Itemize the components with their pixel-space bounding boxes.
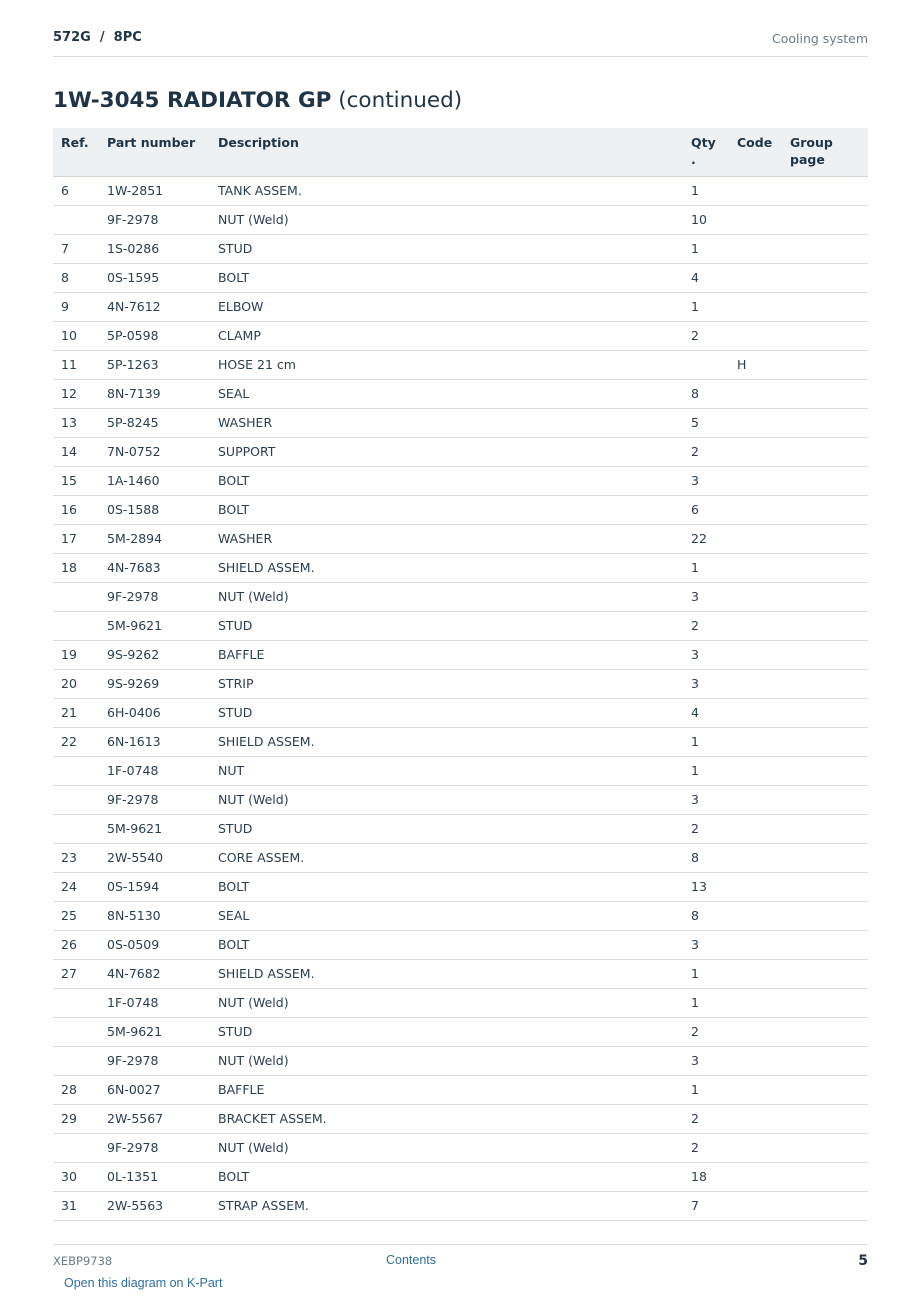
table-row [53,902,868,931]
row-description: SEAL [210,902,683,931]
table-row [53,1105,868,1134]
row-qty: 3 [683,1047,729,1076]
table-row [53,1163,868,1192]
row-part-number: 0L-1351 [99,1163,210,1192]
row-description: NUT (Weld) [210,989,683,1018]
row-ref: 11 [53,351,99,380]
row-part-number: 2W-5567 [99,1105,210,1134]
row-qty: 1 [683,554,729,583]
row-ref [53,989,99,1018]
row-group-page [782,1018,868,1047]
row-description: NUT (Weld) [210,1047,683,1076]
row-ref: 18 [53,554,99,583]
row-part-number: 8N-7139 [99,380,210,409]
row-group-page [782,902,868,931]
row-code [729,931,782,960]
row-ref [53,786,99,815]
row-code [729,264,782,293]
column-header-qty: Qty . [683,128,729,177]
row-ref: 17 [53,525,99,554]
row-part-number: 9S-9269 [99,670,210,699]
row-ref: 13 [53,409,99,438]
row-qty: 2 [683,1134,729,1163]
row-part-number: 5M-2894 [99,525,210,554]
row-code [729,177,782,206]
row-group-page [782,438,868,467]
row-description: BOLT [210,467,683,496]
row-description: CORE ASSEM. [210,844,683,873]
row-group-page [782,699,868,728]
row-description: BAFFLE [210,1076,683,1105]
row-qty: 2 [683,612,729,641]
row-qty: 8 [683,380,729,409]
row-group-page [782,1076,868,1105]
row-qty: 3 [683,467,729,496]
row-code: H [729,351,782,380]
row-ref: 16 [53,496,99,525]
table-row [53,177,868,206]
table-row [53,380,868,409]
row-part-number: 4N-7612 [99,293,210,322]
row-code [729,757,782,786]
row-part-number: 5P-8245 [99,409,210,438]
table-row [53,351,868,380]
row-part-number: 1F-0748 [99,757,210,786]
row-description: STUD [210,235,683,264]
row-code [729,525,782,554]
row-qty: 1 [683,235,729,264]
row-qty: 1 [683,960,729,989]
row-group-page [782,177,868,206]
section-name: Cooling system [772,31,868,46]
row-code [729,583,782,612]
row-part-number: 9F-2978 [99,206,210,235]
table-row [53,1018,868,1047]
table-row [53,206,868,235]
row-code [729,641,782,670]
row-qty: 8 [683,844,729,873]
row-ref: 27 [53,960,99,989]
row-group-page [782,1163,868,1192]
machine-model: 572G / 8PC [53,30,142,45]
row-group-page [782,1134,868,1163]
row-part-number: 0S-1588 [99,496,210,525]
row-group-page [782,496,868,525]
row-part-number: 0S-0509 [99,931,210,960]
table-row [53,960,868,989]
row-ref: 14 [53,438,99,467]
row-group-page [782,380,868,409]
row-group-page [782,351,868,380]
row-ref: 20 [53,670,99,699]
row-description: SEAL [210,380,683,409]
row-part-number: 0S-1595 [99,264,210,293]
row-description: ELBOW [210,293,683,322]
table-row [53,438,868,467]
row-qty: 1 [683,728,729,757]
row-code [729,1047,782,1076]
row-part-number: 1S-0286 [99,235,210,264]
table-row [53,583,868,612]
row-ref: 8 [53,264,99,293]
row-ref: 23 [53,844,99,873]
row-qty: 2 [683,1018,729,1047]
title-main: 1W-3045 RADIATOR GP [53,88,332,113]
row-code [729,989,782,1018]
row-code [729,873,782,902]
row-code [729,699,782,728]
row-code [729,612,782,641]
row-qty: 2 [683,322,729,351]
column-header-description: Description [210,128,683,177]
row-code [729,1134,782,1163]
row-qty: 6 [683,496,729,525]
row-group-page [782,1105,868,1134]
table-row [53,786,868,815]
row-group-page [782,612,868,641]
row-part-number: 9F-2978 [99,583,210,612]
table-row [53,264,868,293]
row-description: NUT (Weld) [210,786,683,815]
table-row [53,757,868,786]
row-description: STUD [210,1018,683,1047]
row-qty: 22 [683,525,729,554]
row-description: SHIELD ASSEM. [210,960,683,989]
row-group-page [782,670,868,699]
page-header [53,28,868,57]
row-qty: 5 [683,409,729,438]
row-description: BAFFLE [210,641,683,670]
row-qty: 1 [683,177,729,206]
row-qty: 2 [683,438,729,467]
table-row [53,815,868,844]
row-part-number: 4N-7682 [99,960,210,989]
row-part-number: 1W-2851 [99,177,210,206]
row-group-page [782,960,868,989]
table-row [53,496,868,525]
row-description: CLAMP [210,322,683,351]
table-row [53,467,868,496]
row-qty: 10 [683,206,729,235]
parts-table-body [53,177,868,1221]
row-code [729,467,782,496]
contents-link[interactable]: Contents [386,1253,437,1267]
row-qty: 2 [683,815,729,844]
row-part-number: 6N-0027 [99,1076,210,1105]
row-part-number: 0S-1594 [99,873,210,902]
row-part-number: 1F-0748 [99,989,210,1018]
row-group-page [782,989,868,1018]
row-code [729,1192,782,1221]
row-group-page [782,1192,868,1221]
row-group-page [782,409,868,438]
row-description: SHIELD ASSEM. [210,554,683,583]
row-code [729,322,782,351]
row-part-number: 5M-9621 [99,815,210,844]
row-part-number: 7N-0752 [99,438,210,467]
row-ref: 22 [53,728,99,757]
row-ref: 26 [53,931,99,960]
row-group-page [782,815,868,844]
row-ref [53,206,99,235]
row-description: BRACKET ASSEM. [210,1105,683,1134]
table-row [53,728,868,757]
row-group-page [782,873,868,902]
row-ref [53,583,99,612]
row-description: STUD [210,612,683,641]
row-part-number: 2W-5540 [99,844,210,873]
row-qty: 8 [683,902,729,931]
row-qty: 1 [683,989,729,1018]
row-group-page [782,322,868,351]
table-row [53,409,868,438]
table-row [53,1047,868,1076]
row-group-page [782,554,868,583]
row-ref [53,815,99,844]
row-ref: 29 [53,1105,99,1134]
row-qty: 2 [683,1105,729,1134]
row-ref: 15 [53,467,99,496]
row-ref: 12 [53,380,99,409]
row-code [729,380,782,409]
row-group-page [782,844,868,873]
row-description: BOLT [210,931,683,960]
row-ref [53,1047,99,1076]
table-row [53,844,868,873]
row-part-number: 5M-9621 [99,1018,210,1047]
row-description: BOLT [210,496,683,525]
table-row [53,293,868,322]
table-row [53,1192,868,1221]
table-row [53,699,868,728]
row-ref: 19 [53,641,99,670]
row-ref [53,1018,99,1047]
table-row [53,1076,868,1105]
row-code [729,409,782,438]
row-qty: 7 [683,1192,729,1221]
row-qty: 1 [683,293,729,322]
column-header-code: Code [729,128,782,177]
document-id: XEBP9738 [53,1254,113,1268]
title-suffix: (continued) [338,88,463,113]
row-part-number: 5P-1263 [99,351,210,380]
row-code [729,1105,782,1134]
row-group-page [782,931,868,960]
row-code [729,960,782,989]
row-part-number: 9S-9262 [99,641,210,670]
table-row [53,641,868,670]
row-qty: 3 [683,786,729,815]
row-part-number: 9F-2978 [99,1134,210,1163]
row-code [729,235,782,264]
row-ref: 6 [53,177,99,206]
row-part-number: 8N-5130 [99,902,210,931]
row-code [729,902,782,931]
page-title [53,88,462,113]
row-ref [53,1134,99,1163]
row-ref: 24 [53,873,99,902]
row-group-page [782,235,868,264]
row-qty: 3 [683,641,729,670]
row-qty [683,351,729,380]
row-group-page [782,293,868,322]
row-part-number: 2W-5563 [99,1192,210,1221]
row-ref [53,757,99,786]
row-part-number: 5P-0598 [99,322,210,351]
column-header-ref: Ref. [53,128,99,177]
column-header-part-number: Part number [99,128,210,177]
row-code [729,1163,782,1192]
table-row [53,931,868,960]
row-group-page [782,206,868,235]
row-group-page [782,467,868,496]
table-row [53,235,868,264]
row-qty: 13 [683,873,729,902]
row-qty: 4 [683,699,729,728]
row-description: SUPPORT [210,438,683,467]
row-part-number: 9F-2978 [99,786,210,815]
row-code [729,206,782,235]
row-ref: 9 [53,293,99,322]
row-group-page [782,757,868,786]
row-code [729,786,782,815]
parts-table [53,128,868,1221]
row-description: HOSE 21 cm [210,351,683,380]
row-description: NUT (Weld) [210,1134,683,1163]
kpart-diagram-link[interactable]: Open this diagram on K-Part [64,1276,223,1290]
page-number: 5 [858,1253,868,1269]
row-group-page [782,583,868,612]
row-qty: 3 [683,583,729,612]
row-part-number: 5M-9621 [99,612,210,641]
row-group-page [782,1047,868,1076]
row-part-number: 1A-1460 [99,467,210,496]
row-part-number: 6H-0406 [99,699,210,728]
row-qty: 18 [683,1163,729,1192]
row-description: WASHER [210,409,683,438]
row-group-page [782,728,868,757]
row-part-number: 9F-2978 [99,1047,210,1076]
table-row [53,670,868,699]
row-description: NUT (Weld) [210,206,683,235]
row-group-page [782,264,868,293]
table-row [53,989,868,1018]
row-part-number: 6N-1613 [99,728,210,757]
row-description: STRIP [210,670,683,699]
row-ref: 31 [53,1192,99,1221]
row-group-page [782,525,868,554]
row-code [729,293,782,322]
row-qty: 1 [683,1076,729,1105]
table-row [53,525,868,554]
row-ref: 10 [53,322,99,351]
row-group-page [782,786,868,815]
row-code [729,1076,782,1105]
row-description: TANK ASSEM. [210,177,683,206]
row-code [729,670,782,699]
row-ref: 25 [53,902,99,931]
table-row [53,322,868,351]
table-header-row [53,128,868,177]
column-header-group-page: Group page [782,128,868,177]
row-description: SHIELD ASSEM. [210,728,683,757]
row-code [729,496,782,525]
row-description: NUT [210,757,683,786]
row-ref: 7 [53,235,99,264]
row-ref: 28 [53,1076,99,1105]
row-qty: 1 [683,757,729,786]
table-row [53,554,868,583]
page-footer [53,1244,868,1275]
table-row [53,1134,868,1163]
row-description: NUT (Weld) [210,583,683,612]
row-description: STRAP ASSEM. [210,1192,683,1221]
row-ref: 30 [53,1163,99,1192]
table-row [53,873,868,902]
row-description: BOLT [210,873,683,902]
row-code [729,728,782,757]
row-description: WASHER [210,525,683,554]
row-group-page [782,641,868,670]
row-ref [53,612,99,641]
row-code [729,1018,782,1047]
row-qty: 3 [683,670,729,699]
row-part-number: 4N-7683 [99,554,210,583]
row-code [729,844,782,873]
row-code [729,815,782,844]
table-row [53,612,868,641]
row-description: BOLT [210,1163,683,1192]
row-qty: 4 [683,264,729,293]
row-code [729,554,782,583]
row-qty: 3 [683,931,729,960]
row-code [729,438,782,467]
row-description: STUD [210,699,683,728]
row-ref: 21 [53,699,99,728]
row-description: BOLT [210,264,683,293]
row-description: STUD [210,815,683,844]
